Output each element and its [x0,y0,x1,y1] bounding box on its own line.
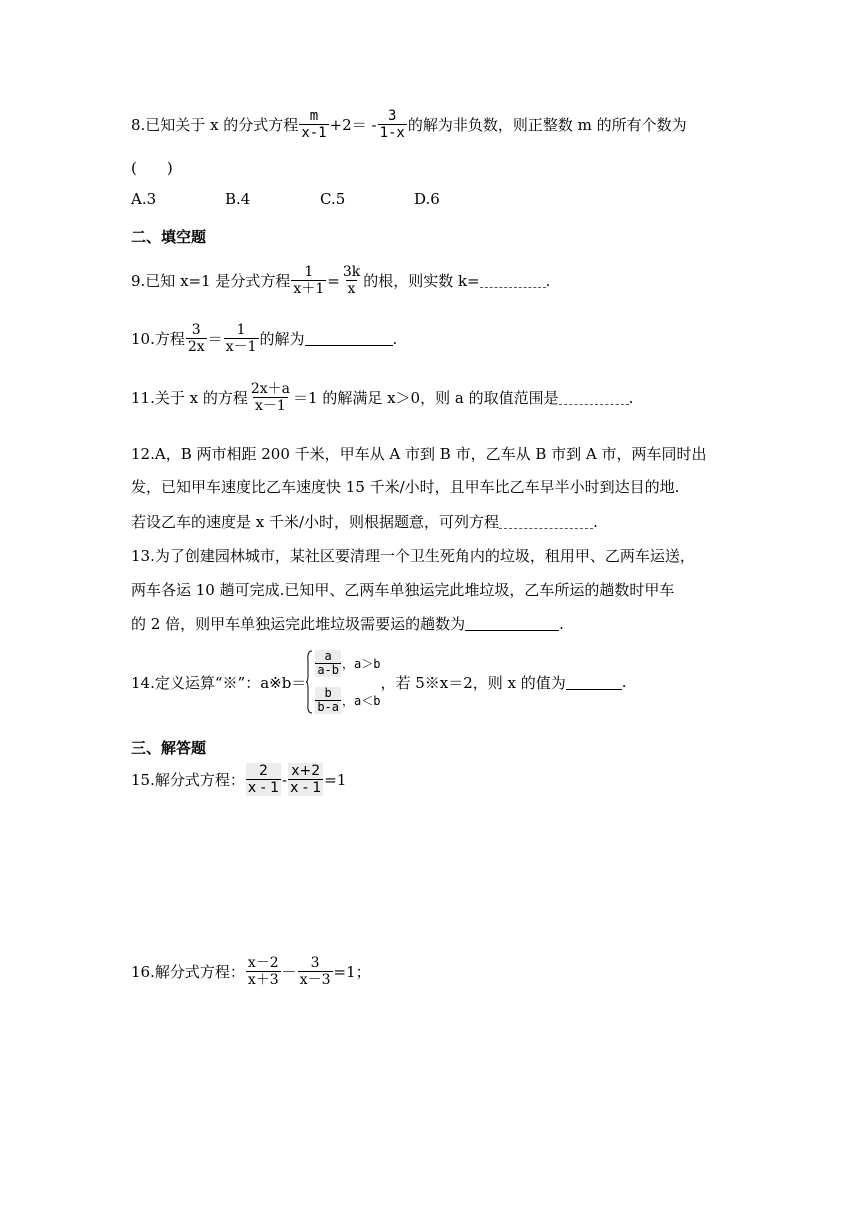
q14-c2-denominator: b-a [317,700,339,714]
q8-f2-numerator: 3 [387,108,397,124]
q14-end: . [621,673,627,691]
q15-f1-numerator: 2 [258,763,268,779]
q11-f1-denominator: x－1 [255,398,286,414]
q10-equals: ＝ [207,330,223,348]
question-10 [131,322,397,355]
q13-line-2: 两车各运 10 趟可完成.已知甲、乙两车单独运完此堆垃圾，乙车所运的趟数时甲车 [131,581,675,599]
q14-c1-fraction [315,650,341,677]
q10-f2-denominator: x－1 [225,339,257,355]
q11-end: . [628,388,634,407]
q9-prefix: 9.已知 x=1 是分式方程 [131,272,291,290]
q15-minus: - [282,770,288,789]
q14-answer-blank[interactable] [566,675,622,690]
q12-line-2: 发，已知甲车速度比乙车速度快 15 千米/小时，且甲车比乙车早半小时到达目的地. [131,478,680,496]
section-solution-heading: 三、解答题 [131,739,207,757]
q14-c1-numerator: a [324,649,332,663]
q8-option-d: D.6 [414,190,440,208]
q16-f2-denominator: x－3 [299,972,331,988]
question-14 [131,650,627,714]
q8-mid: +2＝ - [329,116,377,134]
q14-prefix: 14.定义运算“※”：a※b＝ [131,673,307,692]
q16-minus: － [281,963,297,981]
question-9 [131,264,550,297]
section-fill-in-heading: 二、填空题 [131,228,207,246]
q11-fraction [249,381,292,414]
q11-prefix: 11.关于 x 的方程 [131,389,248,407]
question-16 [131,955,371,988]
q13-line-1: 13.为了创建园林城市，某社区要清理一个卫生死角内的垃圾，租用甲、乙两车运送， [131,547,695,565]
q16-fraction-1 [246,955,281,988]
q9-f2-denominator: x [347,281,356,297]
q16-f2-numerator: 3 [310,955,320,971]
q15-fraction-2 [288,763,323,796]
q9-f2-numerator: 3k [342,264,361,280]
q14-case-2 [314,687,380,714]
q16-f1-denominator: x＋3 [247,972,279,988]
q15-suffix: =1 [324,770,347,789]
q10-fraction-1 [186,322,207,355]
q15-prefix: 15.解分式方程： [131,771,245,789]
q13-end: . [559,614,564,633]
q9-answer-blank[interactable] [480,273,546,288]
q8-prefix: 8.已知关于 x 的分式方程 [131,116,299,134]
q10-suffix: 的解为 [259,330,305,348]
q8-option-c: C.5 [320,190,346,208]
q15-f2-numerator: x+2 [291,763,321,779]
q10-answer-blank[interactable] [305,331,393,346]
q13-answer-blank[interactable] [465,616,559,631]
q13-line-3 [131,613,564,634]
question-15 [131,763,346,796]
question-11 [131,381,633,414]
q12-line-3 [131,511,598,532]
left-brace-icon [306,650,312,714]
q8-f2-denominator: 1-x [379,125,405,141]
q14-c2-fraction [315,687,341,714]
q14-suffix: ，若 5※x＝2，则 x 的值为 [380,673,566,692]
q8-f1-denominator: x-1 [301,125,327,141]
q9-fraction-1 [291,264,326,297]
q9-f1-numerator: 1 [304,264,314,280]
q14-piecewise [306,650,380,714]
q8-fraction-2 [378,108,407,141]
q10-fraction-2 [224,322,259,355]
q10-f1-numerator: 3 [191,322,201,338]
q10-prefix: 10.方程 [131,330,185,348]
q9-f1-denominator: x＋1 [293,281,325,297]
q9-equals: = [327,271,340,290]
q11-f1-numerator: 2x＋a [250,381,291,397]
q8-f1-numerator: m [309,108,319,124]
q16-prefix: 16.解分式方程： [131,963,245,981]
q8-option-a: A.3 [131,190,157,208]
q14-c2-condition: ，a＜b [342,694,381,708]
q12-line-1: 12.A，B 两市相距 200 千米，甲车从 A 市到 B 市，乙车从 B 市到 A 市，两车同时出 [131,445,707,463]
q8-fraction-1 [299,108,328,141]
q15-f2-denominator: x - 1 [290,780,322,796]
q11-answer-blank[interactable] [559,390,629,405]
q15-fraction-1 [246,763,281,796]
q14-c1-denominator: a-b [317,663,339,677]
question-8-line-1 [131,108,687,141]
q12-line-3-text: 若设乙车的速度是 x 千米/小时，则根据题意，可列方程 [131,513,500,531]
q8-suffix: 的解为非负数，则正整数 m 的所有个数为 [407,116,687,134]
q16-suffix: =1； [333,963,371,981]
q15-f1-denominator: x - 1 [247,780,280,796]
q12-answer-blank[interactable] [499,514,593,529]
q13-line-3-text: 的 2 倍，则甲车单独运完此堆垃圾需要运的趟数为 [131,615,466,633]
q9-end: . [545,271,551,290]
q14-c2-numerator: b [324,686,332,700]
q9-fraction-2 [341,264,362,297]
q11-suffix: ＝1 的解满足 x＞0，则 a 的取值范围是 [293,389,559,407]
q10-end: . [392,329,398,348]
q16-fraction-2 [298,955,333,988]
q10-f2-numerator: 1 [236,322,246,338]
q14-c1-condition: ，a＞b [342,657,381,671]
q9-suffix: 的根，则实数 k= [363,272,480,290]
q16-f1-numerator: x－2 [247,955,279,971]
q8-answer-paren: ( ) [131,159,173,177]
q10-f1-denominator: 2x [187,339,205,355]
q12-end: . [593,512,598,531]
q8-option-b: B.4 [225,190,251,208]
q14-case-1 [314,650,380,677]
